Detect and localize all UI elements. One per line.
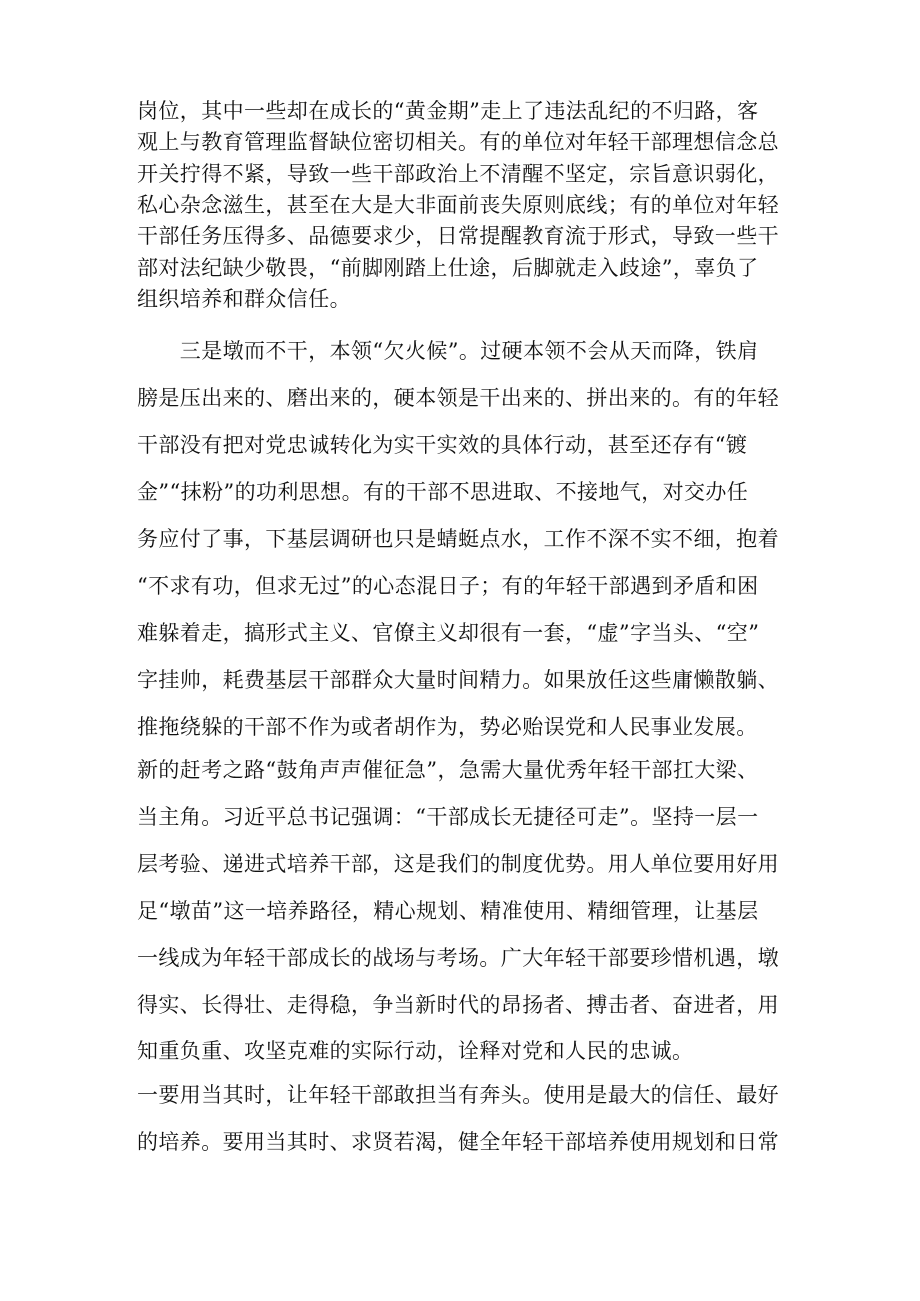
text-line: 务应付了事，下基层调研也只是蜻蜓点水，工作不深不实不细，抱着 <box>137 527 779 551</box>
text-line: 足“墩苗”这一培养路径，精心规划、精准使用、精细管理，让基层 <box>137 899 759 923</box>
text-line: 岗位，其中一些却在成长的“黄金期”走上了违法乱纪的不归路，客 <box>137 99 759 123</box>
text-line: “不求有功，但求无过”的心态混日子；有的年轻干部遇到矛盾和困 <box>137 574 759 598</box>
text-line: 当主角。习近平总书记强调：“干部成长无捷径可走”。坚持一层一 <box>137 805 759 829</box>
text-line: 干部没有把对党忠诚转化为实干实效的具体行动，甚至还存有“镀 <box>137 433 748 457</box>
text-line: 一要用当其时，让年轻干部敢担当有奔头。使用是最大的信任、最好 <box>137 1083 779 1107</box>
text-line: 得实、长得壮、走得稳，争当新时代的昂扬者、搏击者、奋进者，用 <box>137 993 779 1017</box>
text-line: 字挂帅，耗费基层干部群众大量时间精力。如果放任这些庸懒散躺、 <box>137 668 779 692</box>
text-line: 难躲着走，搞形式主义、官僚主义却很有一套，“虚”字当头、“空” <box>137 621 760 645</box>
text-line: 的培养。要用当其时、求贤若渴，健全年轻干部培养使用规划和日常 <box>137 1130 779 1154</box>
text-line: 部对法纪缺少敬畏，“前脚刚踏上仕途，后脚就走入歧途”，辜负了 <box>137 256 759 280</box>
text-line: 三是墩而不干，本领“欠火候”。过硬本领不会从天而降，铁肩 <box>137 339 759 363</box>
text-line: 新的赶考之路“鼓角声声催征急”，急需大量优秀年轻干部扛大梁、 <box>137 758 759 782</box>
text-line: 私心杂念滋生，甚至在大是大非面前丧失原则底线；有的单位对年轻 <box>137 193 779 217</box>
text-line: 金”“抹粉”的功利思想。有的干部不思进取、不接地气，对交办任 <box>137 480 749 504</box>
text-line: 组织培养和群众信任。 <box>137 287 351 311</box>
text-line: 层考验、递进式培养干部，这是我们的制度优势。用人单位要用好用 <box>137 852 779 876</box>
text-line: 一线成为年轻干部成长的战场与考场。广大年轻干部要珍惜机遇，墩 <box>137 946 779 970</box>
text-line: 开关拧得不紧，导致一些干部政治上不清醒不坚定，宗旨意识弱化， <box>137 162 779 186</box>
text-line: 干部任务压得多、品德要求少，日常提醒教育流于形式，导致一些干 <box>137 224 779 248</box>
text-line: 膀是压出来的、磨出来的，硬本领是干出来的、拼出来的。有的年轻 <box>137 386 779 410</box>
text-line: 知重负重、攻坚克难的实际行动，诠释对党和人民的忠诚。 <box>137 1039 694 1063</box>
text-line: 推拖绕躲的干部不作为或者胡作为，势必贻误党和人民事业发展。 <box>137 715 758 739</box>
text-line: 观上与教育管理监督缺位密切相关。有的单位对年轻干部理想信念总 <box>137 130 779 154</box>
